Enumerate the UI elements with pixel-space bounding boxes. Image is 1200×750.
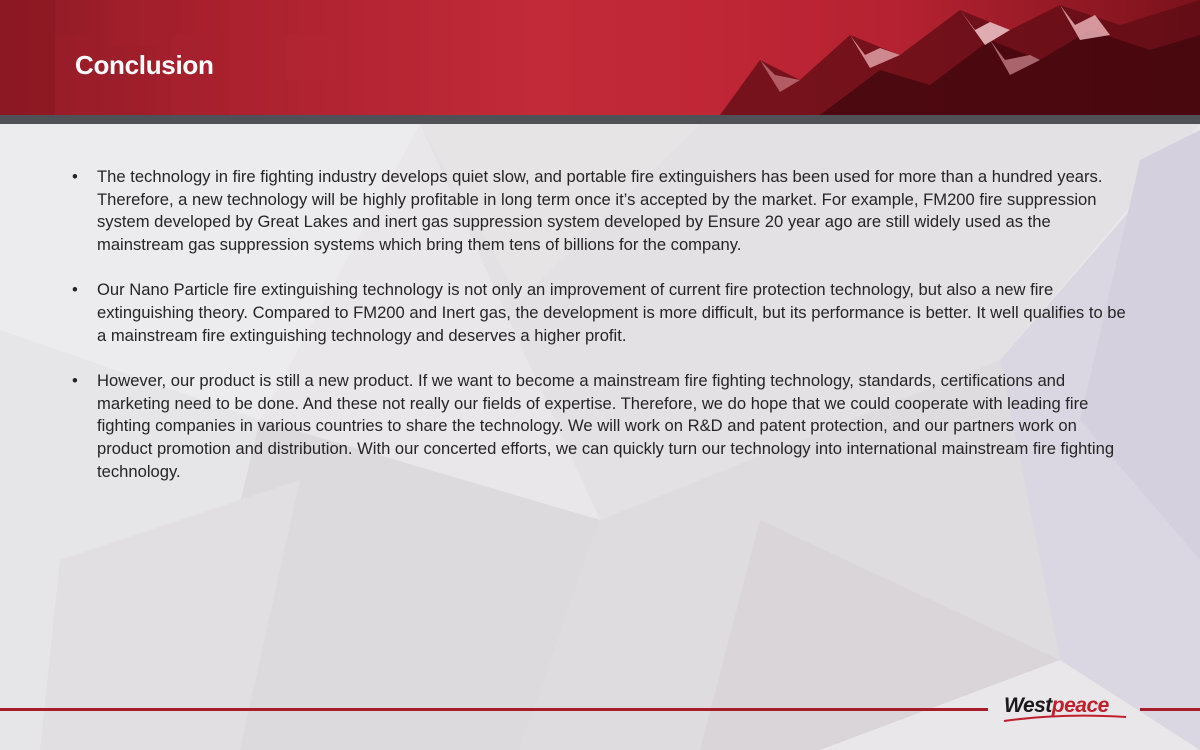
bullet-text: The technology in fire fighting industry develops quiet slow, and portable fire extinguishers has been used for more than a hundred years. Therefore, a new technology will be highly profitable in long term once it’s accepted by the market. For example, FM200 fire suppression system developed by Great Lakes and inert gas suppression system developed by Ensure 20 year ago are still widely used as the mainstream gas suppression systems which bring them tens of billions for the company. [97, 167, 1103, 255]
bullet-icon: • [72, 370, 78, 390]
bullet-icon: • [72, 167, 78, 186]
bullet-item [72, 279, 1132, 347]
page-title: Conclusion [75, 50, 214, 80]
bullet-text: However, our product is still a new product. If we want to become a mainstream fire fighting technology, standards, certifications and marketing need to be done. And these not really our fields of expertise. Therefore, we do hope that we could cooperate with leading fire fighting companies in various countries to share the technology. We will work on R&D and patent protection, and our partners work on product promotion and distribution. With our concerted efforts, we can quickly turn our technology into international mainstream fire fighting technology. [97, 370, 1115, 481]
footer-line-left [0, 708, 988, 711]
header-divider [0, 115, 1200, 124]
header-banner [0, 0, 1200, 115]
logo-text-peace: peace [1051, 694, 1109, 717]
bullet-text: Our Nano Particle fire extinguishing technology is not only an improvement of current fire protection technology, but also a new fire extinguishing theory. Compared to FM200 and Inert gas, the development is more difficult, but its performance is better. It well qualifies to be a mainstream fire extinguishing technology and deserves a higher profit. [97, 280, 1126, 345]
logo-swoosh-icon [1000, 713, 1130, 725]
bullet-item [72, 166, 1132, 257]
bullet-item [72, 370, 1132, 484]
footer-line-right [1140, 708, 1200, 711]
bullet-icon: • [72, 280, 78, 300]
bullet-list [72, 166, 1132, 506]
logo-text-west: West [1004, 694, 1052, 717]
